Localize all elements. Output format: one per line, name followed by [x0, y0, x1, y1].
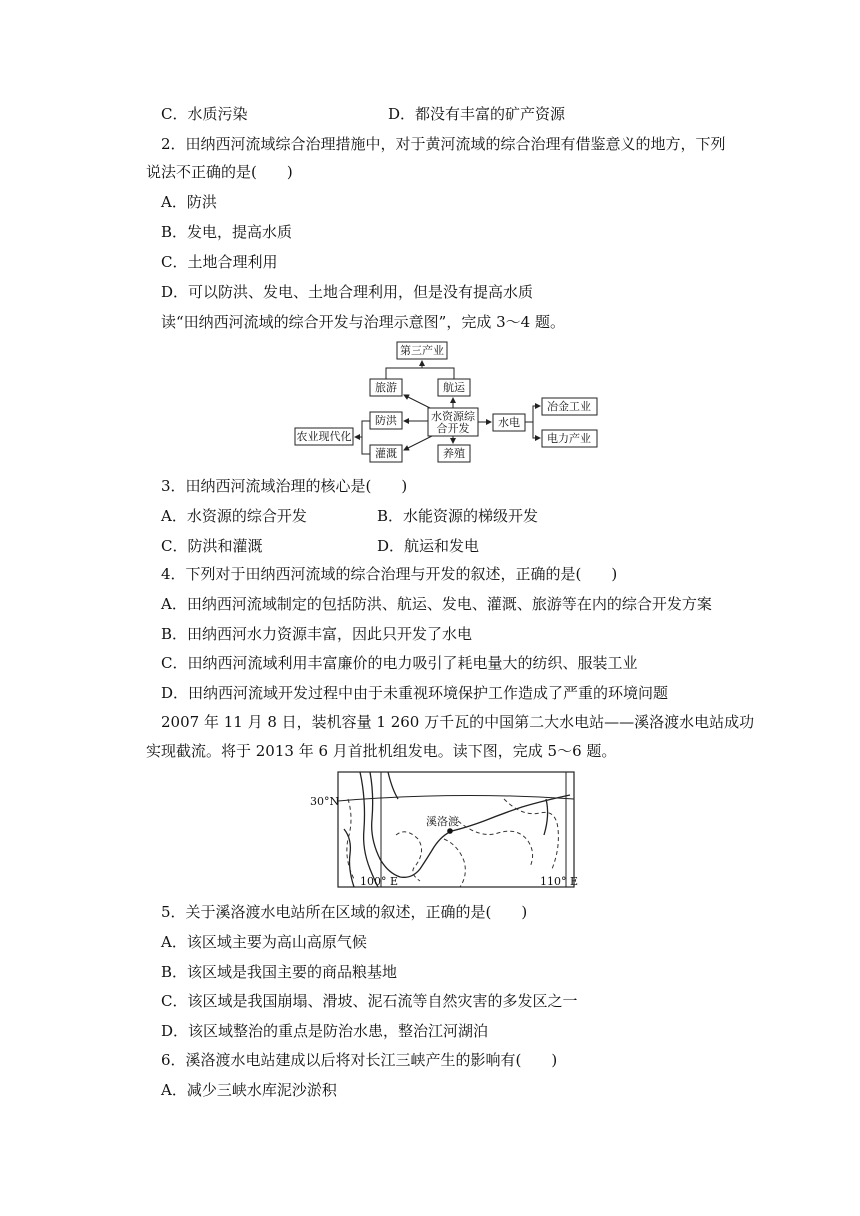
- q2-option-a: A．防洪: [161, 193, 217, 211]
- q3-stem: 3．田纳西河流域治理的核心是( ): [161, 477, 408, 495]
- intro-5-6-line2: 实现截流。将于 2013 年 6 月首批机组发电。读下图，完成 5～6 题。: [146, 742, 617, 760]
- xiluodu-map: [308, 769, 578, 891]
- q3-option-a: A．水资源的综合开发: [161, 507, 307, 525]
- label-shipping: 航运: [443, 381, 465, 394]
- q2-option-d: D．可以防洪、发电、土地合理利用，但是没有提高水质: [161, 283, 534, 301]
- q3-option-c: C．防洪和灌溉: [161, 537, 263, 555]
- label-flood: 防洪: [375, 414, 397, 427]
- label-tourism: 旅游: [375, 381, 397, 394]
- q4-option-d: D．田纳西河流域开发过程中由于未重视环境保护工作造成了严重的环境问题: [161, 684, 669, 702]
- q2-option-b: B．发电，提高水质: [161, 223, 293, 241]
- q4-option-a: A．田纳西河流域制定的包括防洪、航运、发电、灌溉、旅游等在内的综合开发方案: [161, 595, 712, 613]
- q4-option-c: C．田纳西河流域利用丰富廉价的电力吸引了耗电量大的纺织、服装工业: [161, 654, 638, 672]
- station-label: 溪洛渡: [426, 815, 459, 828]
- label-tertiary: 第三产业: [400, 344, 444, 357]
- lon-right-label: 110° E: [540, 875, 578, 888]
- q5-option-b: B．该区域是我国主要的商品粮基地: [161, 963, 398, 981]
- q1-option-d: D．都没有丰富的矿产资源: [388, 105, 566, 123]
- lat-label: 30°N: [310, 795, 340, 808]
- label-power: 电力产业: [547, 432, 591, 445]
- label-agri: 农业现代化: [296, 430, 352, 443]
- q5-option-a: A．该区域主要为高山高原气候: [161, 933, 367, 951]
- q3-option-d: D．航运和发电: [377, 537, 480, 555]
- label-center-line2: 合开发: [436, 422, 470, 435]
- station-marker: [447, 828, 453, 834]
- q5-option-c: C．该区域是我国崩塌、滑坡、泥石流等自然灾害的多发区之一: [161, 992, 578, 1010]
- q5-option-d: D．该区域整治的重点是防治水患，整治江河湖泊: [161, 1022, 489, 1040]
- lon-left-label: 100° E: [360, 875, 399, 888]
- label-breeding: 养殖: [443, 447, 465, 460]
- q2-option-c: C．土地合理利用: [161, 253, 278, 271]
- intro-5-6-line1: 2007 年 11 月 8 日，装机容量 1 260 万千瓦的中国第二大水电站——溪洛渡水电站成功: [161, 713, 755, 731]
- intro-3-4: 读“田纳西河流域的综合开发与治理示意图”，完成 3～4 题。: [161, 313, 565, 331]
- q4-stem: 4．下列对于田纳西河流域的综合治理与开发的叙述，正确的是( ): [161, 565, 618, 583]
- q2-stem-line1: 2．田纳西河流域综合治理措施中，对于黄河流域的综合治理有借鉴意义的地方，下列: [161, 135, 726, 153]
- q1-option-c: C．水质污染: [161, 105, 248, 123]
- label-metallurgy: 冶金工业: [547, 400, 591, 413]
- label-center-line1: 水资源综: [431, 410, 475, 423]
- q3-option-b: B．水能资源的梯级开发: [377, 507, 539, 525]
- q5-stem: 5．关于溪洛渡水电站所在区域的叙述，正确的是( ): [161, 903, 528, 921]
- q6-stem: 6．溪洛渡水电站建成以后将对长江三峡产生的影响有( ): [161, 1051, 558, 1069]
- label-hydro: 水电: [498, 416, 520, 429]
- label-irrigation: 灌溉: [375, 447, 397, 460]
- q4-option-b: B．田纳西河水力资源丰富，因此只开发了水电: [161, 625, 473, 643]
- q2-stem-line2: 说法不正确的是( ): [146, 163, 293, 181]
- comprehensive-development-diagram: [290, 338, 600, 464]
- q6-option-a: A．减少三峡水库泥沙淤积: [161, 1081, 337, 1099]
